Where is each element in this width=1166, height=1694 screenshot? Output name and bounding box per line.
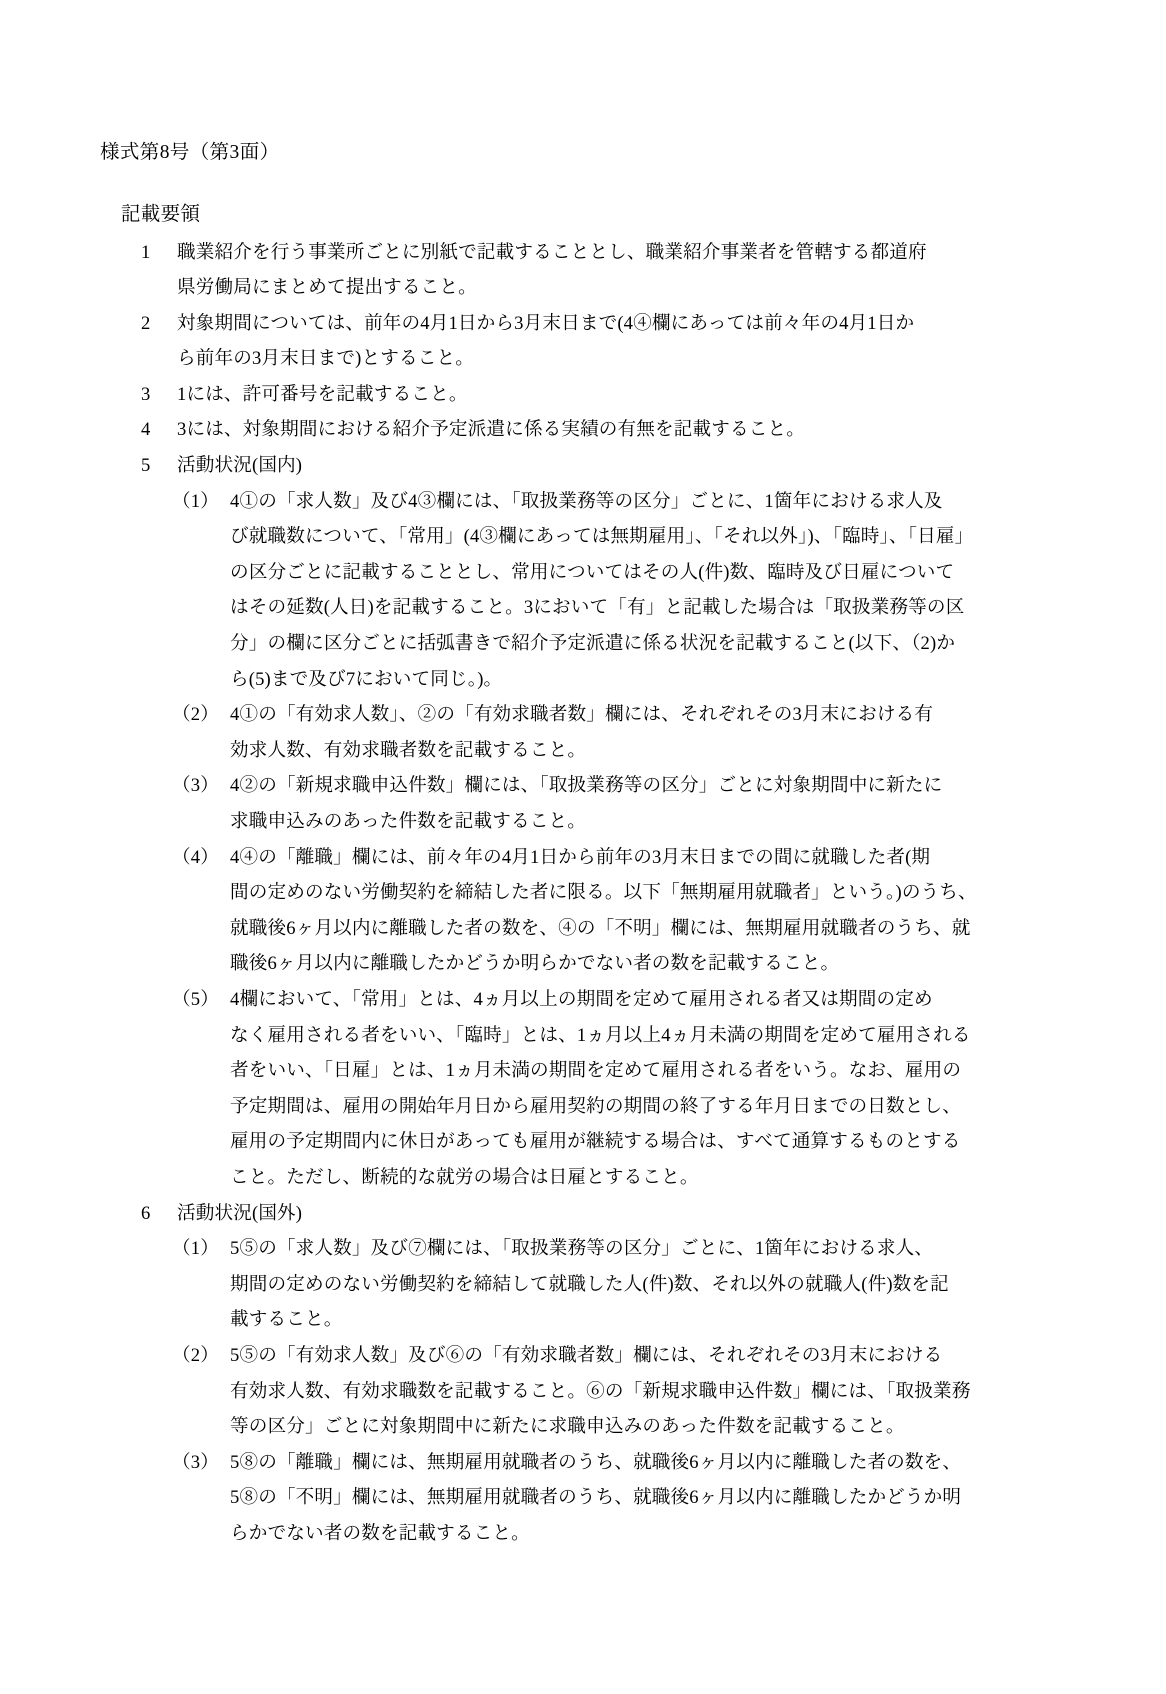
item-marker: 6 bbox=[141, 1202, 151, 1224]
text-line: 期間の定めのない労働契約を締結して就職した人(件)数、それ以外の就職人(件)数を記 bbox=[230, 1273, 949, 1295]
sub-item-marker: （2） bbox=[172, 704, 219, 726]
text-line: 職後6ヶ月以内に離職したかどうか明らかでない者の数を記載すること。 bbox=[230, 953, 840, 975]
item-text bbox=[177, 235, 1060, 306]
list-item-2 bbox=[141, 306, 1060, 377]
item-text bbox=[177, 306, 1060, 377]
page-title: 様式第8号（第3面） bbox=[100, 142, 280, 163]
sub-item-5-4 bbox=[172, 840, 1060, 982]
sub-item-text bbox=[230, 1338, 1060, 1445]
sub-item-5-2 bbox=[172, 697, 1060, 768]
text-line: 5⑤の「求人数」及び⑦欄には、「取扱業務等の区分」ごとに、1箇年における求人、 bbox=[230, 1238, 934, 1260]
text-line: 5⑤の「有効求人数」及び⑥の「有効求職者数」欄には、それぞれその3月末における bbox=[230, 1344, 943, 1366]
sub-item-marker: （4） bbox=[172, 846, 219, 868]
text-line: ら前年の3月末日まで)とすること。 bbox=[177, 348, 474, 370]
sub-item-marker: （2） bbox=[172, 1344, 219, 1366]
item-text bbox=[177, 377, 1060, 413]
sub-item-marker: （3） bbox=[172, 1451, 219, 1473]
text-line: 5⑧の「不明」欄には、無期雇用就職者のうち、就職後6ヶ月以内に離職したかどうか明 bbox=[230, 1487, 962, 1509]
sub-item-text bbox=[230, 768, 1060, 839]
text-line: 求職申込みのあった件数を記載すること。 bbox=[230, 811, 586, 832]
sub-item-text bbox=[230, 484, 1060, 698]
sub-item-text bbox=[230, 1231, 1060, 1338]
subsection-heading-domestic: 活動状況(国内) bbox=[177, 455, 303, 477]
text-line: 県労働局にまとめて提出すること。 bbox=[177, 277, 477, 299]
sub-item-text bbox=[230, 697, 1060, 768]
sub-item-marker: （1） bbox=[172, 1238, 219, 1260]
text-line: 職業紹介を行う事業所ごとに別紙で記載することとし、職業紹介事業者を管轄する都道府 bbox=[177, 241, 927, 263]
text-line: 雇用の予定期間内に休日があっても雇用が継続する場合は、すべて通算するものとする bbox=[230, 1131, 961, 1153]
text-line: 4④の「離職」欄には、前々年の4月1日から前年の3月末日までの間に就職した者(期 bbox=[230, 846, 931, 868]
section-heading-kisai-yoryo: 記載要領 bbox=[121, 204, 201, 225]
text-line: 分」の欄に区分ごとに括弧書きで紹介予定派遣に係る状況を記載すること(以下、（2)か bbox=[230, 633, 956, 655]
text-line: 3には、対象期間における紹介予定派遣に係る実績の有無を記載すること。 bbox=[177, 419, 805, 441]
sub-item-marker: （3） bbox=[172, 775, 219, 797]
list-item-5 bbox=[141, 448, 1060, 484]
subsection-heading-overseas: 活動状況(国外) bbox=[177, 1202, 303, 1224]
text-line: 5⑧の「離職」欄には、無期雇用就職者のうち、就職後6ヶ月以内に離職した者の数を、 bbox=[230, 1451, 962, 1473]
item-marker: 3 bbox=[141, 383, 151, 405]
sub-item-6-2 bbox=[172, 1338, 1060, 1445]
item-marker: 4 bbox=[141, 419, 151, 441]
text-line: らかでない者の数を記載すること。 bbox=[230, 1522, 530, 1544]
sub-item-text bbox=[230, 840, 1060, 982]
text-line: 4②の「新規求職申込件数」欄には、「取扱業務等の区分」ごとに対象期間中に新たに bbox=[230, 775, 943, 797]
text-line: はその延数(人日)を記載すること。3において「有」と記載した場合は「取扱業務等の区 bbox=[230, 597, 965, 619]
document-body bbox=[100, 205, 1060, 1551]
text-line: 有効求人数、有効求職数を記載すること。⑥の「新規求職申込件数」欄には、「取扱業務 bbox=[230, 1380, 971, 1402]
sub-item-5-5 bbox=[172, 982, 1060, 1196]
text-line: 者をいい、「日雇」とは、1ヵ月未満の期間を定めて雇用される者をいう。なお、雇用の bbox=[230, 1060, 962, 1082]
text-line: 載すること。 bbox=[230, 1309, 343, 1331]
text-line: 1には、許可番号を記載すること。 bbox=[177, 383, 468, 405]
sub-item-6-3 bbox=[172, 1445, 1060, 1552]
text-line: こと。ただし、断続的な就労の場合は日雇とすること。 bbox=[230, 1166, 699, 1188]
list-item-6 bbox=[141, 1196, 1060, 1232]
sub-item-marker: （1） bbox=[172, 490, 219, 512]
text-line: 4①の「有効求人数」、②の「有効求職者数」欄には、それぞれその3月末における有 bbox=[230, 704, 934, 726]
text-line: 効求人数、有効求職者数を記載すること。 bbox=[230, 739, 587, 761]
item-text bbox=[177, 412, 1060, 448]
text-line: 予定期間は、雇用の開始年月日から雇用契約の期間の終了する年月日までの日数とし、 bbox=[230, 1095, 962, 1117]
sub-item-6-1 bbox=[172, 1231, 1060, 1338]
text-line: 就職後6ヶ月以内に離職した者の数を、④の「不明」欄には、無期雇用就職者のうち、就 bbox=[230, 917, 971, 939]
text-line: び就職数について、「常用」(4③欄にあっては無期雇用」、「それ以外」)、「臨時」、「日雇」 bbox=[230, 526, 974, 548]
sub-item-text bbox=[230, 982, 1060, 1196]
sub-item-5-1 bbox=[172, 484, 1060, 698]
text-line: の区分ごとに記載することとし、常用についてはその人(件)数、臨時及び日雇について bbox=[230, 561, 955, 583]
text-line: 4①の「求人数」及び4③欄には、「取扱業務等の区分」ごとに、1箇年における求人及 bbox=[230, 490, 943, 512]
item-marker: 1 bbox=[141, 241, 151, 263]
item-marker: 5 bbox=[141, 455, 151, 477]
text-line: 4欄において、「常用」とは、4ヵ月以上の期間を定めて雇用される者又は期間の定め bbox=[230, 988, 933, 1010]
text-line: 等の区分」ごとに対象期間中に新たに求職申込みのあった件数を記載すること。 bbox=[230, 1416, 905, 1438]
sub-item-text bbox=[230, 1445, 1060, 1552]
list-item-1 bbox=[141, 235, 1060, 306]
text-line: ら(5)まで及び7において同じ。)。 bbox=[230, 668, 503, 690]
item-text bbox=[177, 1196, 1060, 1232]
list-item-4 bbox=[141, 412, 1060, 448]
sub-item-marker: （5） bbox=[172, 988, 219, 1010]
text-line: 間の定めのない労働契約を締結した者に限る。以下「無期雇用就職者」という。)のうち、 bbox=[230, 882, 977, 904]
list-item-3 bbox=[141, 377, 1060, 413]
item-text bbox=[177, 448, 1060, 484]
sub-item-5-3 bbox=[172, 768, 1060, 839]
text-line: なく雇用される者をいい、「臨時」とは、1ヵ月以上4ヵ月未満の期間を定めて雇用される bbox=[230, 1024, 971, 1046]
item-marker: 2 bbox=[141, 312, 151, 334]
text-line: 対象期間については、前年の4月1日から3月末日まで(4④欄にあっては前々年の4月1日か bbox=[177, 312, 915, 334]
